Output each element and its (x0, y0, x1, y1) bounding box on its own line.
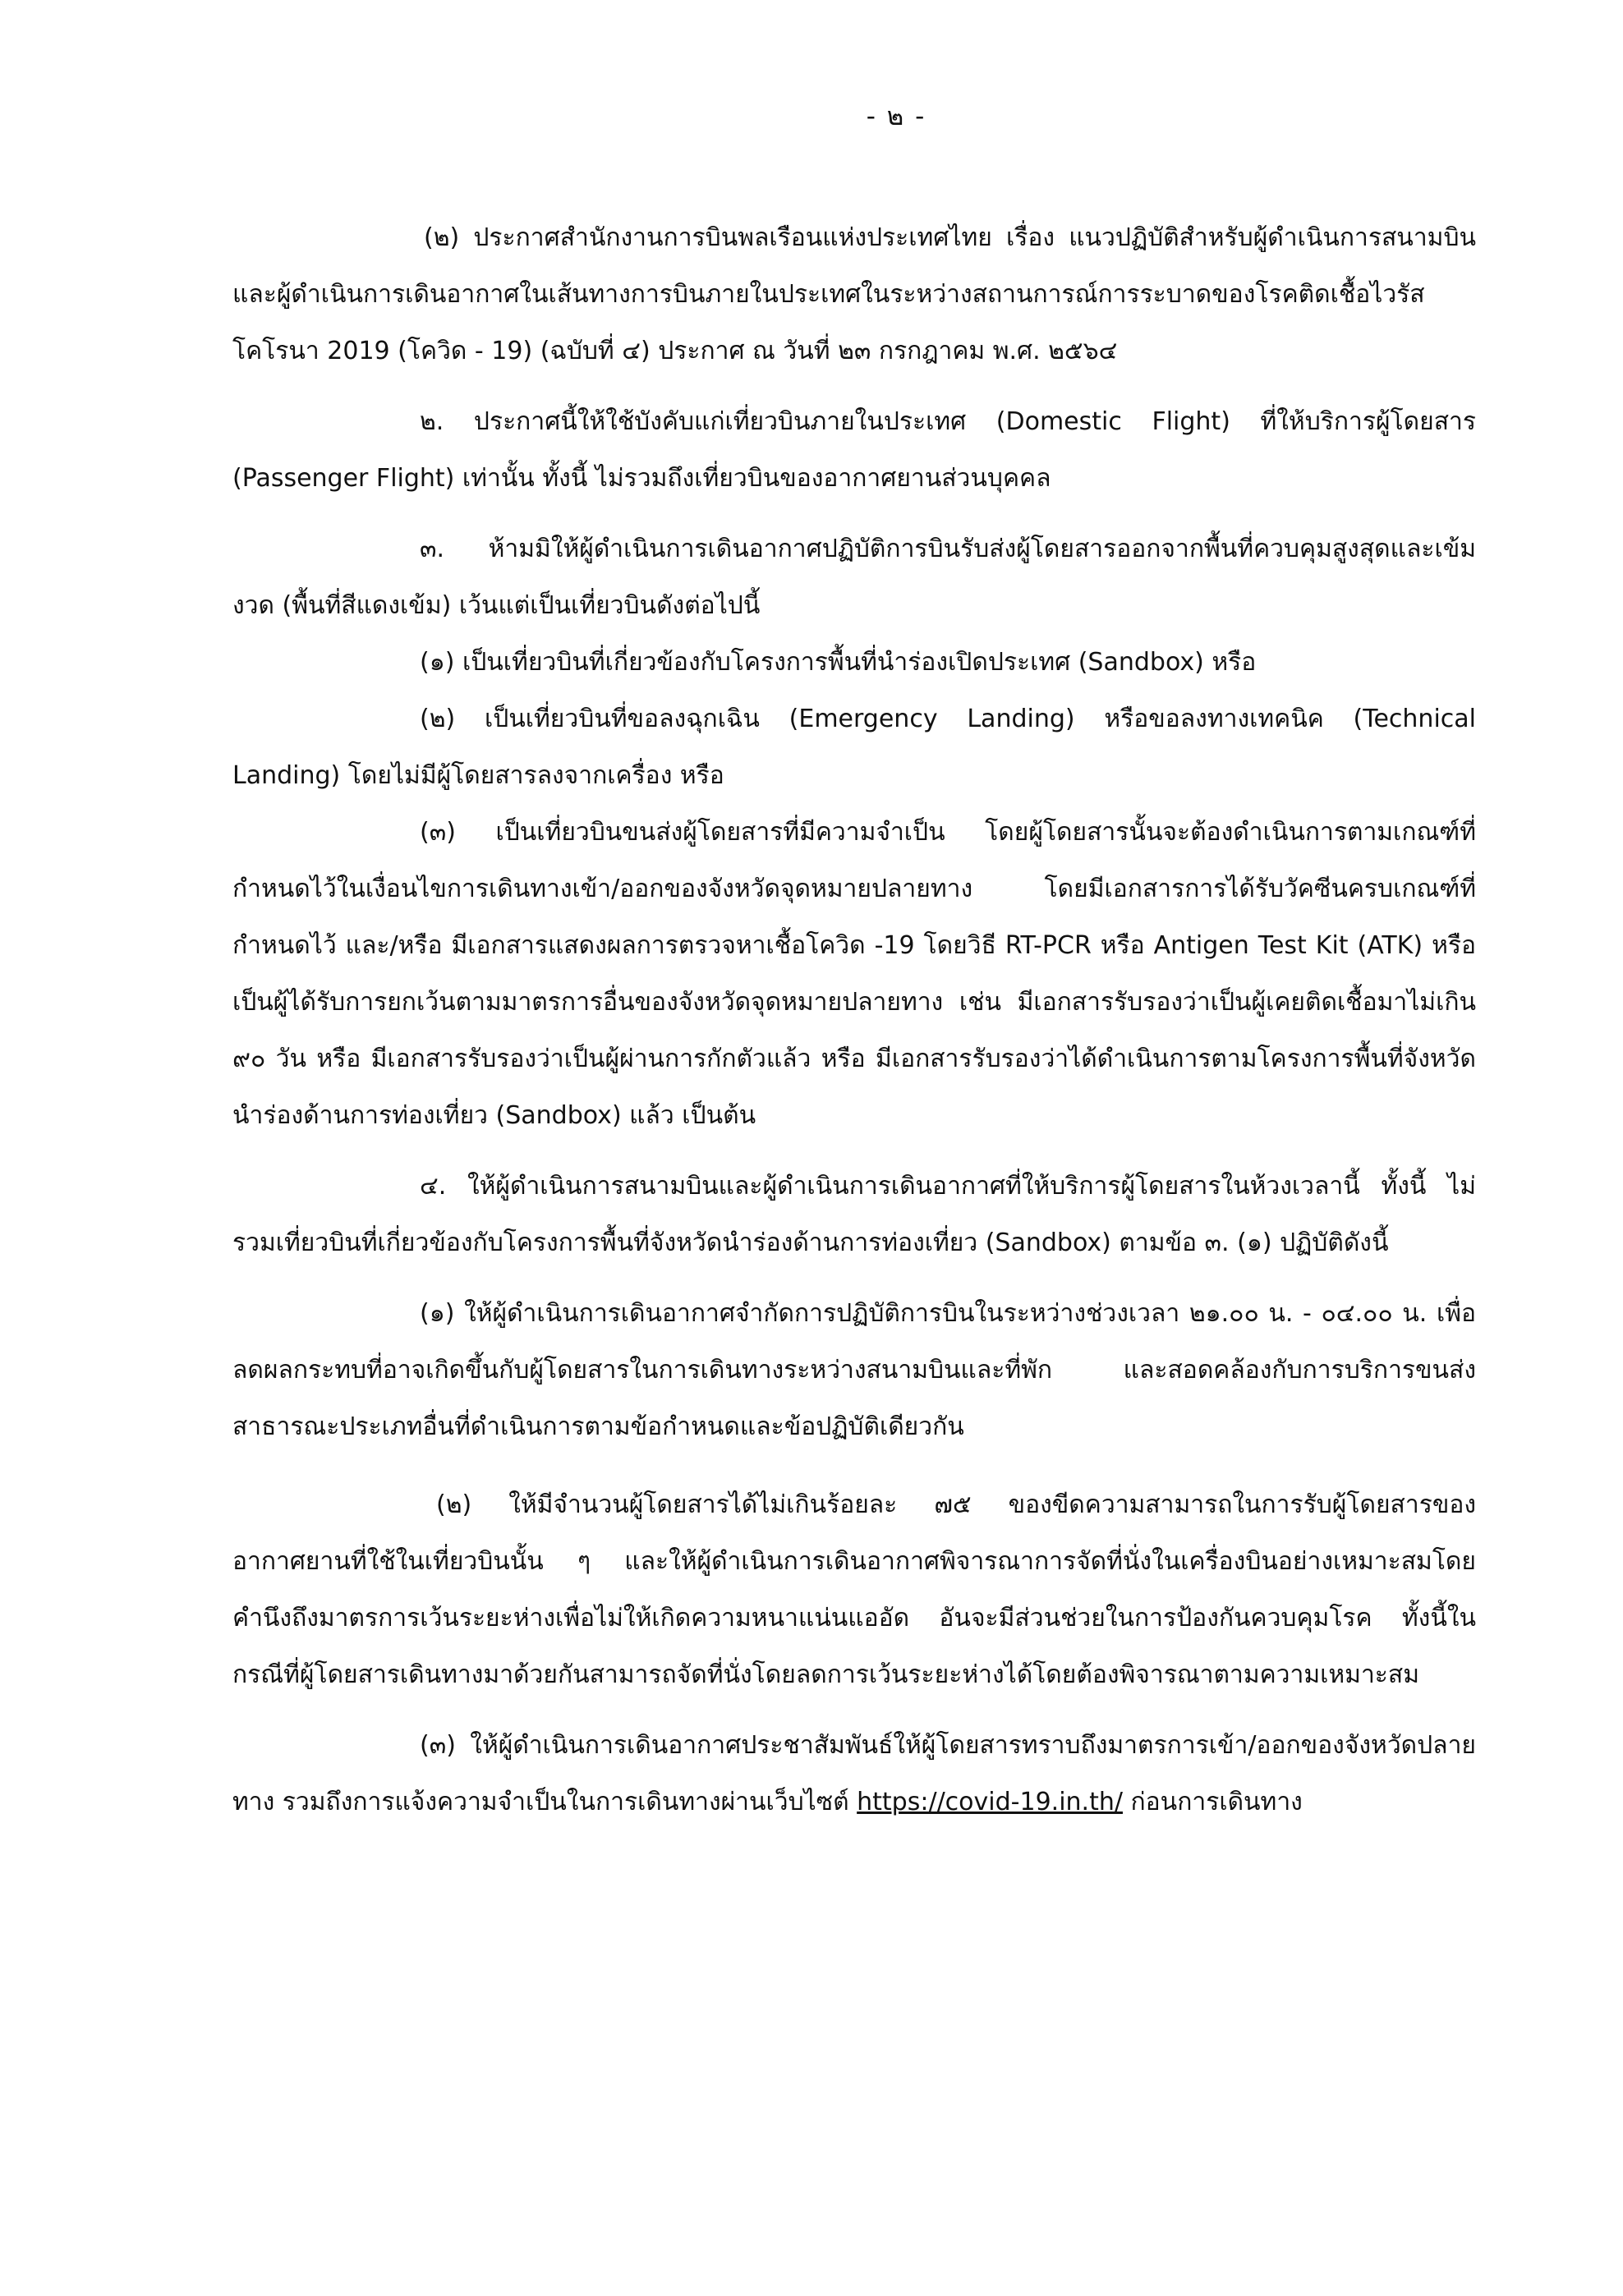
paragraph-1-2: (๒) ประกาศสำนักงานการบินพลเรือนแห่งประเทศไทย เรื่อง แนวปฏิบัติสำหรับผู้ดำเนินการสนามบินและผู้ดำเนินการเดินอากาศในเส้นทางการบินภายในประเทศในระหว่างสถานการณ์การระบาดของโรคติดเชื้อไวรัสโคโรนา 2019 (โควิด - 19) (ฉบับที่ ๔) ประกาศ ณ วันที่ ๒๓ กรกฎาคม พ.ศ. ๒๕๖๔ (232, 223, 1476, 365)
paragraph-4-3 (232, 1717, 1476, 1830)
paragraph-4-1: (๑) ให้ผู้ดำเนินการเดินอากาศจำกัดการปฏิบัติการบินในระหว่างช่วงเวลา ๒๑.๐๐ น. - ๐๔.๐๐ น. เพื่อลดผลกระทบที่อาจเกิดขึ้นกับผู้โดยสารในการเดินทางระหว่างสนามบินและที่พัก และสอดคล้องกับการบริการขนส่งสาธารณะประเภทอื่นที่ดำเนินการตามข้อกำหนดและข้อปฏิบัติเดียวกัน (232, 1299, 1476, 1441)
paragraph-3-2: (๒) เป็นเที่ยวบินที่ขอลงฉุกเฉิน (Emergency Landing) หรือขอลงทางเทคนิค (Technical Landing) โดยไม่มีผู้โดยสารลงจากเครื่อง หรือ (232, 705, 1476, 790)
website-link[interactable]: https://covid-19.in.th/ (857, 1788, 1123, 1816)
paragraph-3: ๓. ห้ามมิให้ผู้ดำเนินการเดินอากาศปฏิบัติการบินรับส่งผู้โดยสารออกจากพื้นที่ควบคุมสูงสุดและเข้มงวด (พื้นที่สีแดงเข้ม) เว้นแต่เป็นเที่ยวบินดังต่อไปนี้ (232, 535, 1476, 620)
paragraph-3-3: (๓) เป็นเที่ยวบินขนส่งผู้โดยสารที่มีความจำเป็น โดยผู้โดยสารนั้นจะต้องดำเนินการตามเกณฑ์ที่กำหนดไว้ในเงื่อนไขการเดินทางเข้า/ออกของจังหวัดจุดหมายปลายทาง โดยมีเอกสารการได้รับวัคซีนครบเกณฑ์ที่กำหนดไว้ และ/หรือ มีเอกสารแสดงผลการตรวจหาเชื้อโควิด -19 โดยวิธี RT-PCR หรือ Antigen Test Kit (ATK) หรือ เป็นผู้ได้รับการยกเว้นตามมาตรการอื่นของจังหวัดจุดหมายปลายทาง เช่น มีเอกสารรับรองว่าเป็นผู้เคยติดเชื้อมาไม่เกิน ๙๐ วัน หรือ มีเอกสารรับรองว่าเป็นผู้ผ่านการกักตัวแล้ว หรือ มีเอกสารรับรองว่าได้ดำเนินการตามโครงการพื้นที่จังหวัดนำร่องด้านการท่องเที่ยว (Sandbox) แล้ว เป็นต้น (232, 818, 1476, 1130)
paragraph-2: ๒. ประกาศนี้ให้ใช้บังคับแก่เที่ยวบินภายในประเทศ (Domestic Flight) ที่ให้บริการผู้โดยสาร (Passenger Flight) เท่านั้น ทั้งนี้ ไม่รวมถึงเที่ยวบินของอากาศยานส่วนบุคคล (232, 407, 1476, 493)
paragraph-4-2: (๒) ให้มีจำนวนผู้โดยสารได้ไม่เกินร้อยละ ๗๕ ของขีดความสามารถในการรับผู้โดยสารของอากาศยานที่ใช้ในเที่ยวบินนั้น ๆ และให้ผู้ดำเนินการเดินอากาศพิจารณาการจัดที่นั่งในเครื่องบินอย่างเหมาะสมโดยคำนึงถึงมาตรการเว้นระยะห่างเพื่อไม่ให้เกิดความหนาแน่นแออัด อันจะมีส่วนช่วยในการป้องกันควบคุมโรค ทั้งนี้ในกรณีที่ผู้โดยสารเดินทางมาด้วยกันสามารถจัดที่นั่งโดยลดการเว้นระยะห่างได้โดยต้องพิจารณาตามความเหมาะสม (232, 1490, 1476, 1689)
page-number: - ๒ - (866, 102, 926, 131)
document-body (232, 209, 1476, 1830)
paragraph-4-3-text-end: ก่อนการเดินทาง (1122, 1788, 1303, 1816)
paragraph-4: ๔. ให้ผู้ดำเนินการสนามบินและผู้ดำเนินการเดินอากาศที่ให้บริการผู้โดยสารในห้วงเวลานี้ ทั้งนี้ ไม่รวมเที่ยวบินที่เกี่ยวข้องกับโครงการพื้นที่จังหวัดนำร่องด้านการท่องเที่ยว (Sandbox) ตามข้อ ๓. (๑) ปฏิบัติดังนี้ (232, 1172, 1476, 1257)
paragraph-3-1: (๑) เป็นเที่ยวบินที่เกี่ยวข้องกับโครงการพื้นที่นำร่องเปิดประเทศ (Sandbox) หรือ (420, 648, 1257, 677)
paragraph-4-3-text-start: (๓) ให้ผู้ดำเนินการเดินอากาศประชาสัมพันธ์ให้ผู้โดยสารทราบถึงมาตรการเข้า/ออกของจังหวัดปลายทาง รวมถึงการแจ้งความจำเป็นในการเดินทางผ่านเว็บไซต์ (232, 1731, 1476, 1816)
